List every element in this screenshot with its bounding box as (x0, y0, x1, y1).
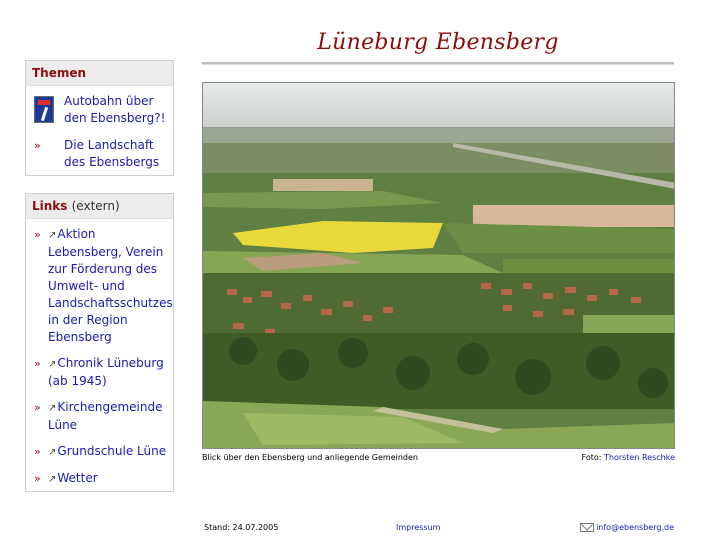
themen-item-label[interactable]: Autobahn über den Ebensberg?! (64, 94, 166, 125)
email-address[interactable]: info@ebensberg.de (596, 523, 674, 532)
photo-caption-row (202, 453, 675, 462)
external-link-icon: ↗ (48, 230, 57, 241)
mail-icon[interactable] (580, 523, 594, 532)
links-heading-suffix: (extern) (71, 199, 120, 213)
email-link[interactable] (580, 523, 674, 532)
title-divider (202, 62, 674, 65)
link-label[interactable]: Wetter (57, 471, 98, 485)
photo-credit-prefix: Foto: (581, 453, 602, 462)
themen-item-autobahn[interactable] (30, 93, 169, 127)
external-link-icon: ↗ (48, 474, 57, 485)
link-item-wetter[interactable] (30, 470, 169, 488)
link-label[interactable]: Aktion Lebensberg, Verein zur Förderung des Umwelt- und Landschaftsschutzes in der Region Ebensberg (48, 227, 173, 344)
themen-heading: Themen (26, 61, 173, 86)
external-link-icon: ↗ (48, 447, 57, 458)
links-box (25, 193, 174, 492)
bullet-icon: » (34, 139, 41, 152)
themen-box (25, 60, 174, 176)
external-link-icon: ↗ (48, 403, 57, 414)
impressum-link[interactable]: Impressum (396, 523, 441, 532)
photo-caption: Blick über den Ebensberg und anliegende Gemeinden (202, 453, 418, 462)
links-heading-label: Links (32, 199, 68, 213)
page-title: Lüneburg Ebensberg (317, 30, 559, 55)
bullet-icon: » (34, 445, 41, 458)
link-item-chronik[interactable] (30, 355, 169, 390)
landscape-photo (202, 82, 675, 449)
autobahn-thumbnail-icon[interactable] (34, 96, 54, 123)
footer-stand: Stand: 24.07.2005 (204, 523, 279, 532)
links-heading (26, 194, 173, 219)
link-item-aktion-lebensberg[interactable] (30, 226, 173, 346)
link-item-kirchengemeinde[interactable] (30, 399, 169, 434)
link-label[interactable]: Grundschule Lüne (57, 444, 167, 458)
link-label[interactable]: Kirchengemeinde Lüne (48, 400, 163, 432)
bullet-icon: » (34, 401, 41, 414)
bullet-icon: » (34, 472, 41, 485)
bullet-icon: » (34, 357, 41, 370)
link-item-grundschule[interactable] (30, 443, 169, 461)
bullet-icon: » (34, 228, 41, 241)
photo-credit (582, 453, 676, 462)
external-link-icon: ↗ (48, 359, 57, 370)
themen-item-label[interactable]: Die Landschaft des Ebensbergs (64, 138, 160, 169)
themen-item-landschaft[interactable] (30, 137, 169, 171)
photo-credit-link[interactable]: Thorsten Reschke (603, 453, 675, 462)
link-label[interactable]: Chronik Lüneburg (ab 1945) (48, 356, 164, 388)
